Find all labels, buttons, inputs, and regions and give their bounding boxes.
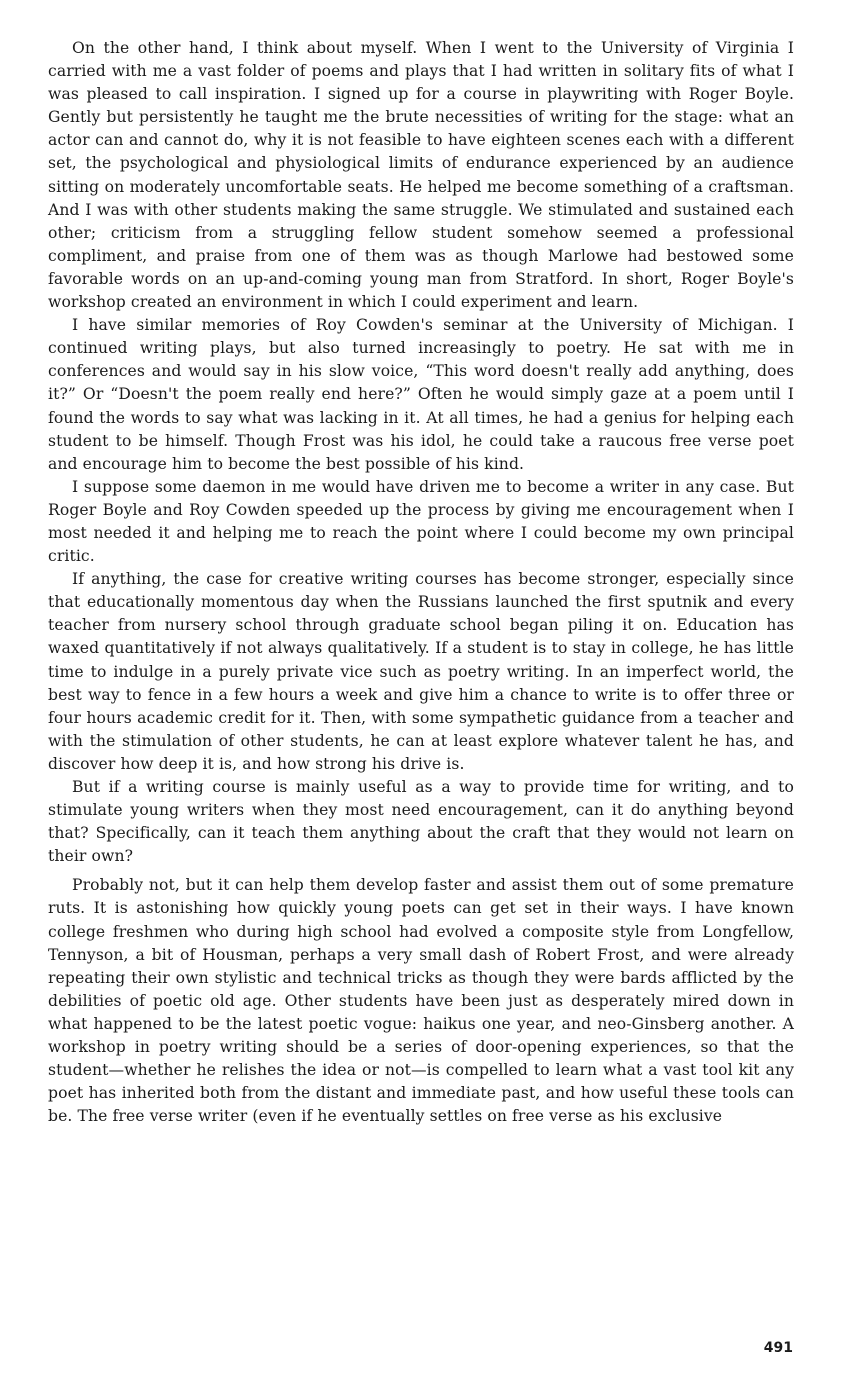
- paragraph-1: On the other hand, I think about myself. When I went to the University of Virginia I carried with me a vast folder of poems and plays that I had written in solitary fits of what I was pleased to call inspiration. I signed up for a course in playwriting with Roger Boyle. Gently but persistently he taught me the brute necessities of writing for the stage: what an actor can and cannot do, why it is not feasible to have eighteen scenes each with a different set, the psychological and physiological limits of endurance experienced by an audience sitting on moderately uncomfortable seats. He helped me become something of a craftsman. And I was with other students making the same struggle. We stimulated and sustained each other; criticism from a struggling fellow student somehow seemed a professional compliment, and praise from one of them was as though Marlowe had bestowed some favorable words on an up-and-coming young man from Stratford. In short, Roger Boyle's workshop created an environment in which I could experiment and learn.: [48, 39, 794, 312]
- paragraph-6: Probably not, but it can help them develop faster and assist them out of some premature ruts. It is astonishing how quickly young poets can get set in their ways. I have known college freshmen who during high school had evolved a composite style from Longfellow, Tennyson, a bit of Housman, perhaps a very small dash of Robert Frost, and were already repeating their own stylistic and technical tricks as though they were bards afflicted by the debilities of poetic old age. Other students have been just as desperately mired down in what happened to be the latest poetic vogue: haikus one year, and neo-Ginsberg another. A workshop in poetry writing should be a series of door-opening experiences, so that the student—whether he relishes the idea or not—is compelled to learn what a vast tool kit any poet has inherited both from the distant and immediate past, and how useful these tools can be. The free verse writer (even if he eventually settles on free verse as his exclusive: [48, 876, 794, 1126]
- page-body: [48, 37, 794, 1128]
- paragraph-2: I have similar memories of Roy Cowden's seminar at the University of Michigan. I continued writing plays, but also turned increasingly to poetry. He sat with me in conferences and would say in his slow voice, “This word doesn't really add anything, does it?” Or “Doesn't the poem really end here?” Often he would simply gaze at a poem until I found the words to say what was lacking in it. At all times, he had a genius for helping each student to be himself. Though Frost was his idol, he could take a raucous free verse poet and encourage him to become the best possible of his kind.: [48, 316, 794, 473]
- paragraph-5: But if a writing course is mainly useful as a way to provide time for writing, and to stimulate young writers when they most need encouragement, can it do anything beyond that? Specifically, can it teach them anything about the craft that they would not learn on their own?: [48, 778, 794, 866]
- paragraph-3: I suppose some daemon in me would have driven me to become a writer in any case. But Roger Boyle and Roy Cowden speeded up the process by giving me encouragement when I most needed it and helping me to reach the point where I could become my own principal critic.: [48, 477, 794, 566]
- paragraph-4: If anything, the case for creative writing courses has become stronger, especially since that educationally momentous day when the Russians launched the first sputnik and every teacher from nursery school through graduate school began piling it on. Education has waxed quantitatively if not always qualitatively. If a student is to stay in college, he has little time to indulge in a purely private vice such as poetry writing. In an imperfect world, the best way to fence in a few hours a week and give him a chance to write is to offer three or four hours academic credit for it. Then, with some sympathetic guidance from a teacher and with the stimulation of other students, he can at least explore whatever talent he has, and discover how deep it is, and how strong his drive is.: [48, 570, 794, 773]
- page-number: 491: [763, 1340, 793, 1356]
